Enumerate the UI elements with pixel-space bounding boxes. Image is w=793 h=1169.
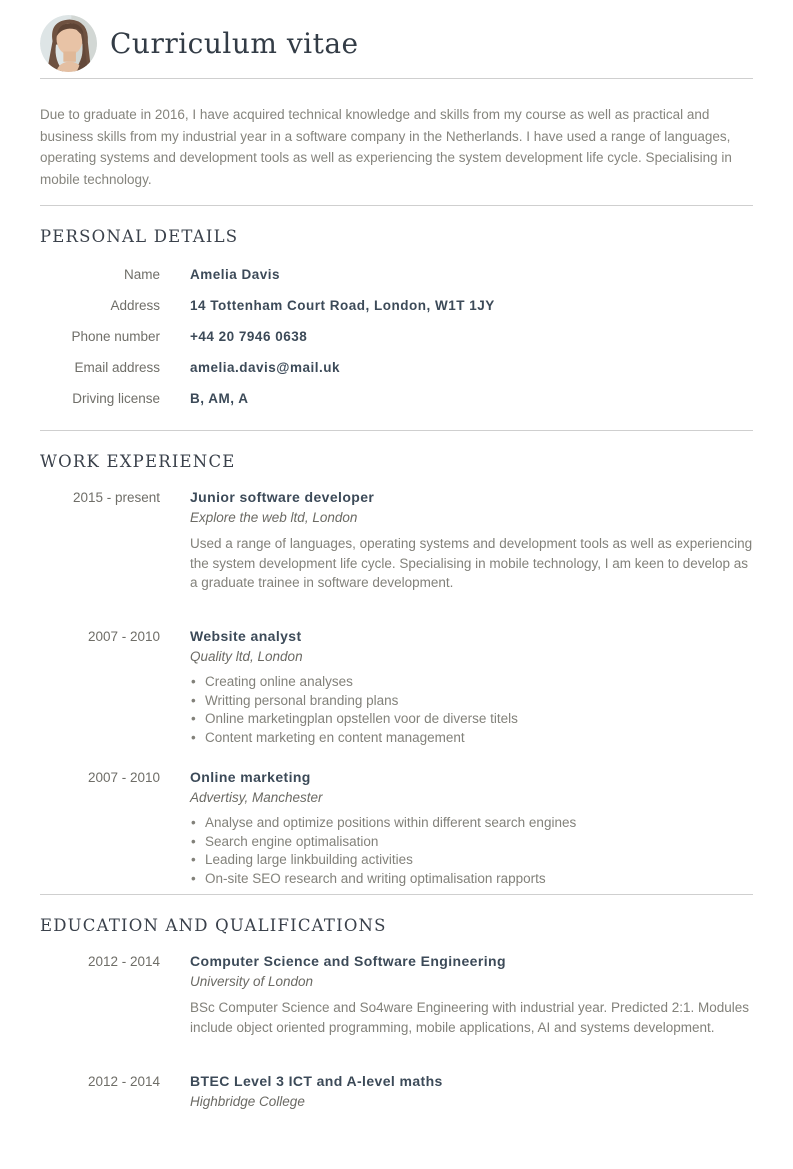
entry-title: Junior software developer bbox=[190, 489, 375, 505]
intro-paragraph: Due to graduate in 2016, I have acquired technical knowledge and skills from my course as well as practical and business skills from my industrial year in a software company in the Netherlands. I have used a range of languages, operating systems and development tools as well as experiencing the system development life cycle. Specialising in mobile technology. bbox=[40, 107, 732, 187]
detail-label: Address bbox=[110, 298, 160, 313]
bullet-item: • Content marketing en content management bbox=[190, 729, 753, 748]
work-experience-entry bbox=[40, 769, 753, 888]
entry-title: Online marketing bbox=[190, 769, 311, 785]
entry-period: 2012 - 2014 bbox=[87, 954, 160, 969]
divider bbox=[40, 78, 753, 79]
entry-period: 2007 - 2010 bbox=[87, 629, 160, 644]
detail-label: Name bbox=[123, 267, 160, 282]
entry-period: 2007 - 2010 bbox=[87, 770, 160, 785]
detail-value: Amelia Davis bbox=[190, 267, 281, 282]
entry-title: Website analyst bbox=[190, 628, 302, 644]
entry-organization: Explore the web ltd, London bbox=[190, 510, 358, 525]
education-entry bbox=[40, 953, 753, 1051]
education-entry bbox=[40, 1073, 753, 1109]
entry-body bbox=[190, 1073, 753, 1109]
entry-body bbox=[190, 769, 753, 888]
entry-title: BTEC Level 3 ICT and A-level maths bbox=[190, 1072, 443, 1089]
bullet-list bbox=[190, 814, 753, 888]
work-experience-entry bbox=[40, 489, 753, 606]
bullet-list bbox=[190, 673, 753, 747]
detail-label: Phone number bbox=[71, 329, 160, 344]
entry-period: 2012 - 2014 bbox=[87, 1073, 160, 1089]
detail-label: Email address bbox=[74, 360, 160, 375]
entry-body bbox=[190, 628, 753, 747]
entry-organization: Advertisy, Manchester bbox=[190, 790, 323, 805]
detail-row bbox=[40, 329, 753, 344]
avatar bbox=[40, 15, 97, 72]
entry-organization: Quality ltd, London bbox=[190, 649, 303, 664]
bullet-item: • Search engine optimalisation bbox=[190, 833, 753, 852]
entry-title: Computer Science and Software Engineering bbox=[190, 953, 506, 969]
detail-row bbox=[40, 267, 753, 282]
entry-body bbox=[190, 489, 753, 606]
detail-value: 14 Tottenham Court Road, London, W1T 1JY bbox=[190, 298, 495, 313]
bullet-item: • On-site SEO research and writing optimalisation rapports bbox=[190, 870, 753, 889]
section-heading-work-experience: WORK EXPERIENCE bbox=[40, 452, 236, 471]
avatar-photo bbox=[40, 15, 97, 72]
cv-header bbox=[40, 0, 753, 72]
bullet-item: • Leading large linkbuilding activities bbox=[190, 851, 753, 870]
entry-organization: University of London bbox=[190, 974, 314, 989]
bullet-item: • Analyse and optimize positions within different search engines bbox=[190, 814, 753, 833]
detail-row bbox=[40, 360, 753, 375]
section-heading-personal-details: PERSONAL DETAILS bbox=[40, 227, 239, 246]
bullet-item: • Writting personal branding plans bbox=[190, 692, 753, 711]
detail-value: +44 20 7946 0638 bbox=[190, 329, 308, 344]
detail-row bbox=[40, 391, 753, 406]
detail-row bbox=[40, 298, 753, 313]
page-title: Curriculum vitae bbox=[110, 27, 359, 60]
work-experience-list bbox=[40, 489, 753, 888]
divider bbox=[40, 894, 753, 895]
entry-description: BSc Computer Science and So4ware Engineering with industrial year. Predicted 2:1. Modules include object oriented programming, mobile applications, AI and systems development. bbox=[190, 1000, 750, 1035]
entry-body bbox=[190, 953, 753, 1051]
divider bbox=[40, 205, 753, 206]
education-list bbox=[40, 953, 753, 1109]
detail-value: amelia.davis@mail.uk bbox=[190, 360, 340, 375]
entry-description: Used a range of languages, operating systems and development tools as well as experiencing the system development life cycle. Specialising in mobile technology, I am keen to develop as a graduate trainee in software development. bbox=[190, 536, 753, 590]
personal-details-list bbox=[40, 267, 753, 406]
detail-value: B, AM, A bbox=[190, 391, 249, 406]
bullet-item: • Online marketingplan opstellen voor de diverse titels bbox=[190, 710, 753, 729]
work-experience-entry bbox=[40, 628, 753, 747]
bullet-item: • Creating online analyses bbox=[190, 673, 753, 692]
entry-period: 2015 - present bbox=[72, 490, 160, 505]
section-heading-education: EDUCATION AND QUALIFICATIONS bbox=[40, 916, 387, 935]
detail-label: Driving license bbox=[72, 391, 160, 406]
entry-organization: Highbridge College bbox=[190, 1093, 305, 1109]
divider bbox=[40, 430, 753, 431]
